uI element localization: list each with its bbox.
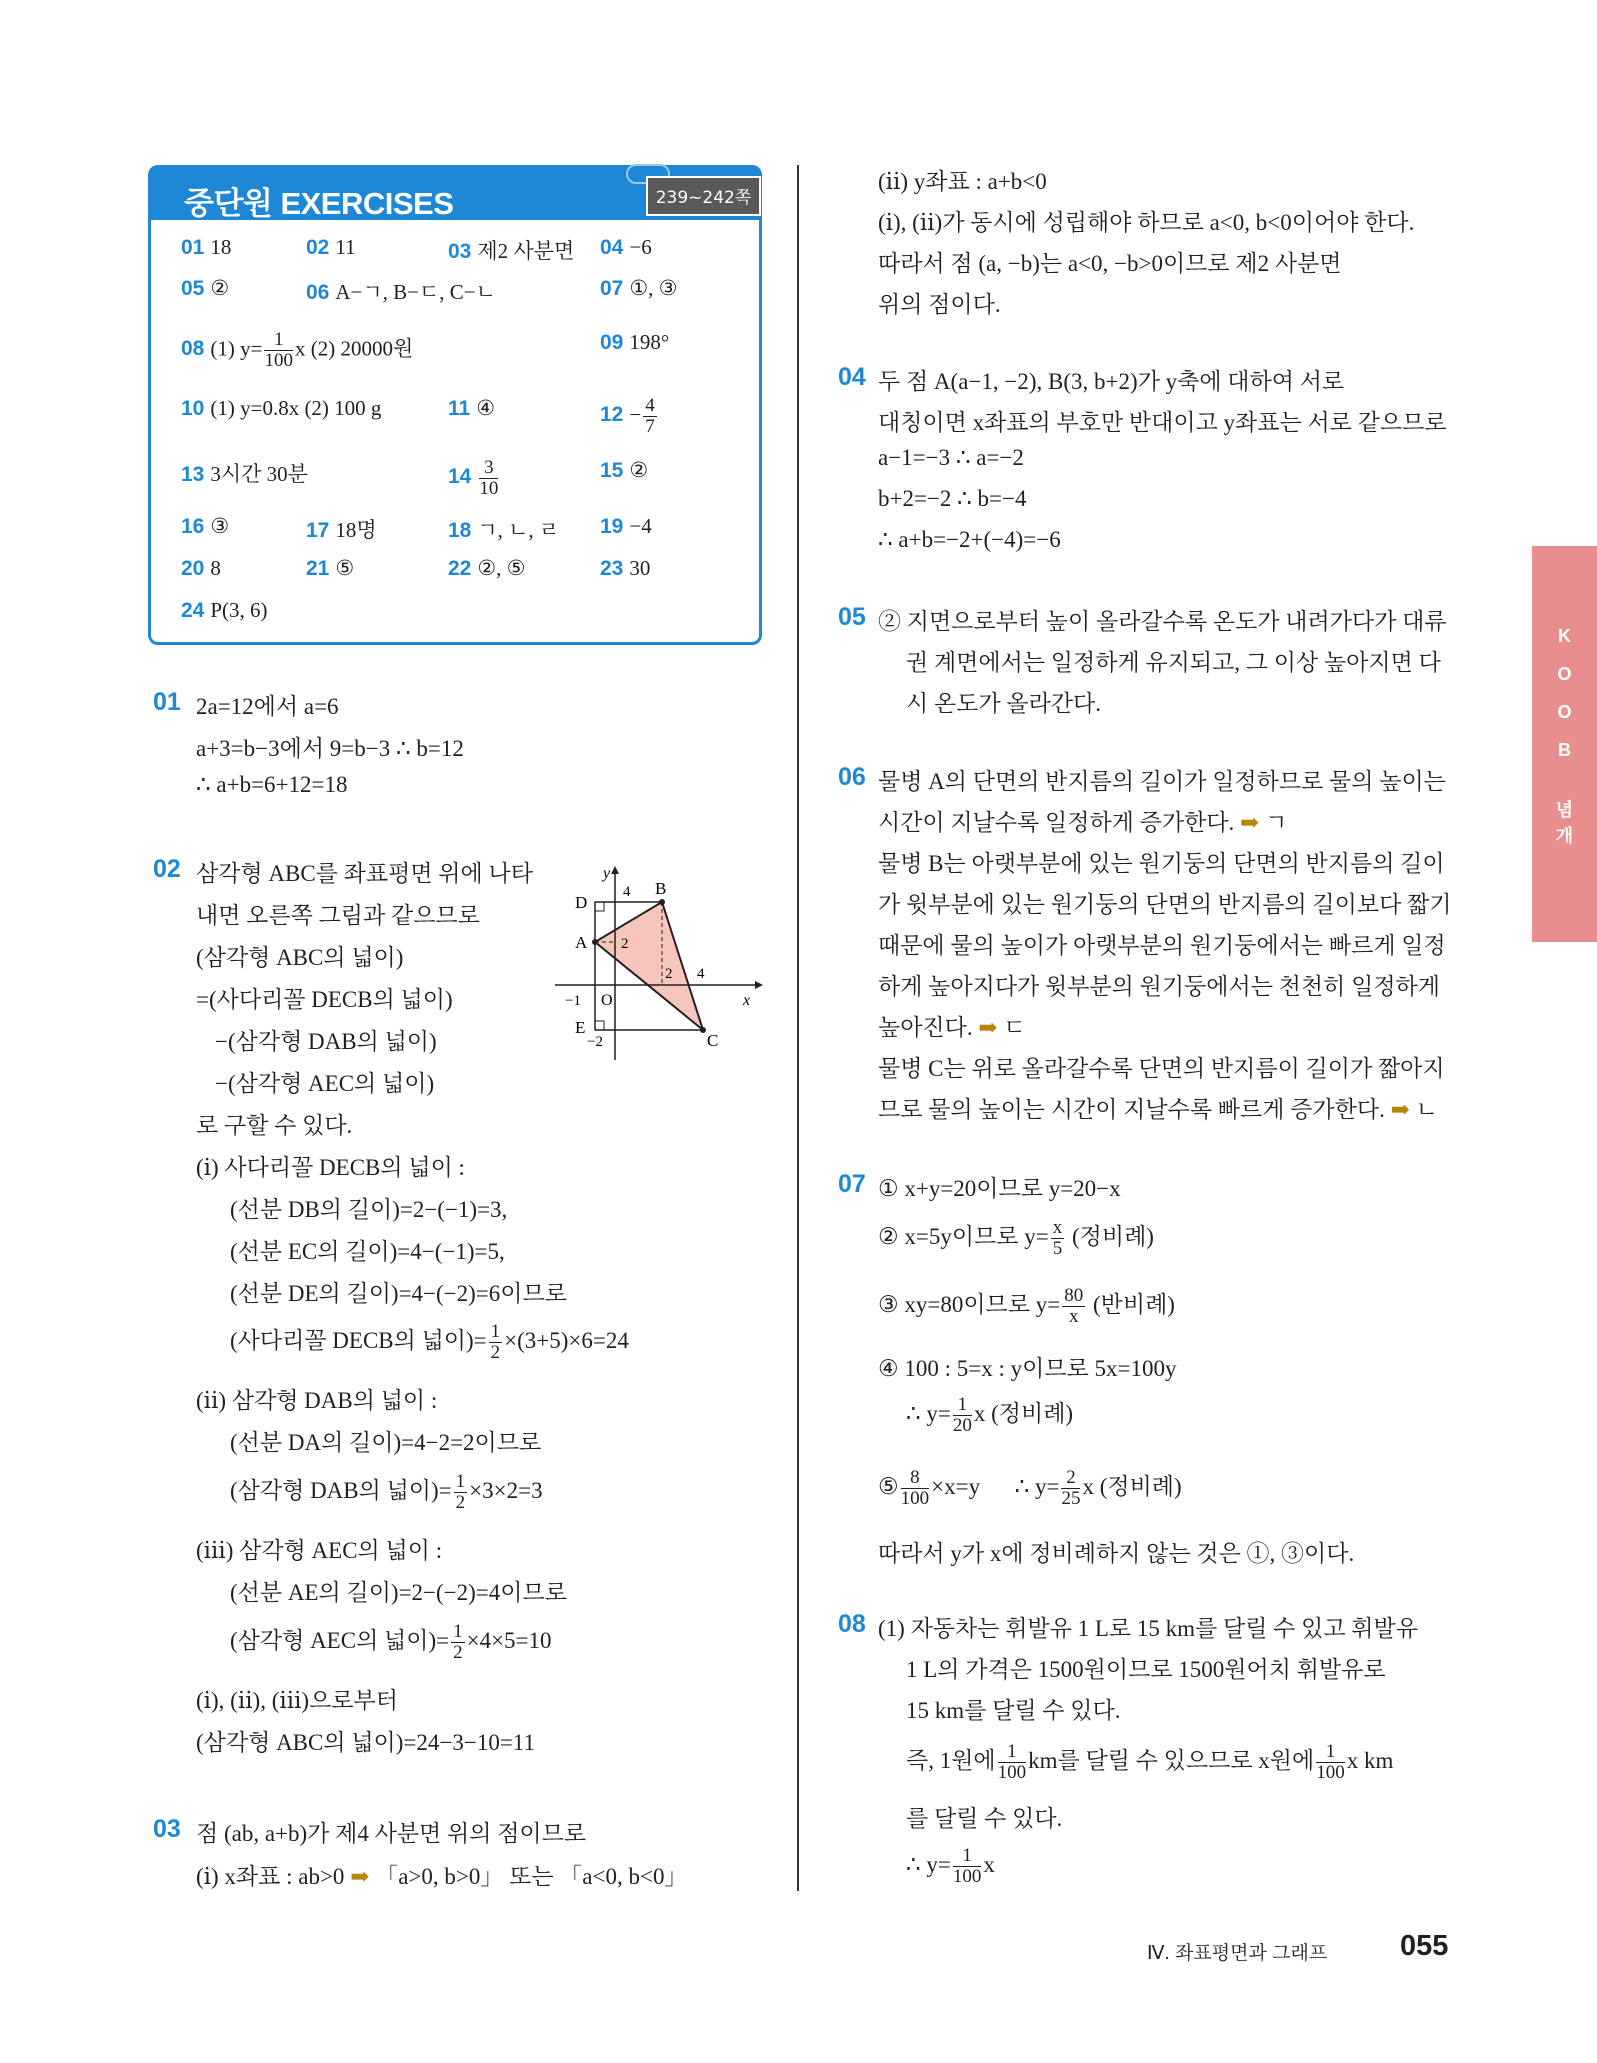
fig-label: D — [575, 893, 588, 912]
q04-number: 04 — [838, 363, 866, 391]
q04-line: 두 점 A(a−1, −2), B(3, b+2)가 y축에 대하여 서로 — [878, 369, 1345, 394]
q01-line: 2a=12에서 a=6 — [196, 694, 339, 719]
q06-line: 물병 C는 위로 올라갈수록 단면의 반지름이 길이가 짧아지 — [878, 1056, 1445, 1081]
q01-number: 01 — [153, 688, 181, 716]
answer-item: 22 ②, ⑤ — [448, 556, 526, 580]
q06-line: 가 윗부분에 있는 원기둥의 단면의 반지름의 길이보다 짧기 — [878, 892, 1452, 917]
q06-line: 때문에 물의 높이가 아랫부분의 원기둥에서는 빠르게 일정 — [878, 933, 1446, 958]
side-tab-letter: K — [1558, 626, 1571, 646]
q04-line: ∴ a+b=−2+(−4)=−6 — [878, 527, 1061, 552]
q06-number: 06 — [838, 763, 866, 791]
q07-line: ④ 100 : 5=x : y이므로 5x=100y — [878, 1356, 1177, 1381]
q03-line: (ⅰ) x좌표 : ab>0 ➡ 「a>0, b>0」 또는 「a<0, b<0」 — [196, 1864, 688, 1889]
q03b-line: (ⅰ), (ⅱ)가 동시에 성립해야 하므로 a<0, b<0이어야 한다. — [878, 210, 1415, 235]
q02-line: 삼각형 ABC를 좌표평면 위에 나타 — [196, 861, 533, 886]
q02-line: (ⅰ), (ⅱ), (ⅲ)으로부터 — [196, 1688, 398, 1713]
answer-item: 16 ③ — [181, 514, 230, 538]
fig-label: −1 — [565, 993, 581, 1009]
fig-label: 4 — [697, 966, 705, 982]
answer-item: 24 P(3, 6) — [181, 598, 268, 622]
answer-item: 20 8 — [181, 556, 221, 580]
q07-line: ∴ y= $\frac{1}{20}$ x (정비례) — [906, 1394, 1074, 1437]
answer-item: 10 (1) y=0.8x (2) 100 g — [181, 396, 382, 420]
q07-line: 따라서 y가 x에 정비례하지 않는 것은 ①, ③이다. — [878, 1541, 1355, 1566]
fig-label: E — [575, 1018, 586, 1037]
q02-line: (선분 DB의 길이)=2−(−1)=3, — [230, 1197, 508, 1222]
q05-line: 권 계면에서는 일정하게 유지되고, 그 이상 높아지면 다 — [906, 650, 1441, 675]
column-divider — [797, 165, 799, 1891]
q03-line: 점 (ab, a+b)가 제4 사분면 위의 점이므로 — [196, 1821, 587, 1846]
q02-line: (ⅲ) 삼각형 AEC의 넓이 : — [196, 1538, 443, 1563]
side-tab-letter: B — [1558, 740, 1571, 760]
q07-line: ③ xy=80이므로 y= $\frac{80}{x}$ (반비례) — [878, 1285, 1175, 1328]
q03b-line: (ⅱ) y좌표 : a+b<0 — [878, 169, 1047, 194]
answer-item: 02 11 — [306, 235, 356, 259]
side-tab — [1532, 546, 1597, 942]
answer-item: 06 A−ㄱ, B−ㄷ, C−ㄴ — [306, 280, 496, 304]
q02-line: (삼각형 AEC의 넓이)= $\frac{1}{2}$ ×4×5=10 — [230, 1621, 552, 1664]
q02-line: (사다리꼴 DECB의 넓이)= $\frac{1}{2}$ ×(3+5)×6=24 — [230, 1321, 629, 1364]
q06-line: 므로 물의 높이는 시간이 지날수록 빠르게 증가한다. ➡ ㄴ — [878, 1097, 1438, 1122]
triangle-abc — [595, 902, 703, 1030]
q08-line: 1 L의 가격은 1500원이므로 1500원어치 휘발유로 — [906, 1657, 1386, 1682]
page-number: 055 — [1400, 1930, 1449, 1962]
exercises-header — [151, 168, 759, 220]
side-tab-letter: O — [1557, 664, 1572, 684]
side-tab-letter: 개 — [1555, 826, 1574, 846]
exercises-title: 중단원 EXERCISES — [184, 186, 454, 221]
q02-line: (선분 DE의 길이)=4−(−2)=6이므로 — [230, 1281, 567, 1306]
answer-item: 11 ④ — [448, 396, 496, 420]
answer-item: 21 ⑤ — [306, 556, 355, 580]
q02-line: −(삼각형 DAB의 넓이) — [215, 1029, 437, 1054]
fig-label: −2 — [587, 1034, 603, 1050]
answer-item: 04 −6 — [600, 235, 652, 259]
fig-label: x — [743, 992, 751, 1009]
q06-line: 시간이 지날수록 일정하게 증가한다. ➡ ㄱ — [878, 810, 1288, 835]
q02-line: (삼각형 ABC의 넓이)=24−3−10=11 — [196, 1730, 535, 1755]
q08-line: 즉, 1원에 $\frac{1}{100}$ km를 달릴 수 있으므로 x원에 $\frac{1}{100}$ x km — [906, 1741, 1394, 1784]
answer-item: 18 ㄱ, ㄴ, ㄹ — [448, 518, 560, 542]
q04-line: b+2=−2 ∴ b=−4 — [878, 486, 1027, 511]
fig-label: 2 — [621, 936, 629, 952]
answer-item: 12 − $\frac{4}{7}$ — [600, 395, 655, 437]
q01-line: ∴ a+b=6+12=18 — [196, 772, 348, 797]
q05-line: ② 지면으로부터 높이 올라갈수록 온도가 내려가다가 대류 — [878, 609, 1447, 634]
answer-item: 08 (1) y= $\frac{1}{100}$ x (2) 20000원 — [181, 329, 414, 371]
q07-line: ② x=5y이므로 y= $\frac{x}{5}$ (정비례) — [878, 1217, 1154, 1260]
answer-item: 01 18 — [181, 235, 232, 259]
answer-item: 13 3시간 30분 — [181, 462, 308, 486]
q02-line: 로 구할 수 있다. — [196, 1113, 353, 1138]
q02-line: (ⅱ) 삼각형 DAB의 넓이 : — [196, 1388, 438, 1413]
page-range-badge: 239~242쪽 — [646, 176, 761, 216]
y-arrow-icon — [611, 866, 619, 874]
q08-line: (1) 자동차는 휘발유 1 L로 15 km를 달릴 수 있고 휘발유 — [878, 1616, 1418, 1641]
q05-number: 05 — [838, 603, 866, 631]
footer-section: Ⅳ. 좌표평면과 그래프 — [1147, 1943, 1328, 1964]
q02-line: (선분 AE의 길이)=2−(−2)=4이므로 — [230, 1580, 567, 1605]
q02-line: (ⅰ) 사다리꼴 DECB의 넓이 : — [196, 1155, 465, 1180]
q08-line: ∴ y= $\frac{1}{100}$ x — [906, 1845, 995, 1887]
q08-line: 15 km를 달릴 수 있다. — [906, 1698, 1121, 1723]
q01-line: a+3=b−3에서 9=b−3 ∴ b=12 — [196, 736, 464, 761]
q05-line: 시 온도가 올라간다. — [906, 691, 1101, 716]
q07-line: ① x+y=20이므로 y=20−x — [878, 1176, 1121, 1201]
q03b-line: 따라서 점 (a, −b)는 a<0, −b>0이므로 제2 사분면 — [878, 251, 1342, 276]
fig-label: 4 — [623, 884, 631, 900]
q06-line: 높아진다. ➡ ㄷ — [878, 1015, 1026, 1040]
coordinate-figure — [545, 860, 765, 1060]
answer-item: 03 제2 사분면 — [448, 239, 575, 263]
q07-number: 07 — [838, 1170, 866, 1198]
fig-label: A — [575, 933, 588, 952]
fig-label: C — [707, 1031, 719, 1050]
q03-number: 03 — [153, 1815, 181, 1843]
q04-line: a−1=−3 ∴ a=−2 — [878, 445, 1024, 470]
answer-item: 15 ② — [600, 458, 649, 482]
fig-label: 2 — [665, 966, 673, 982]
q07-line: ⑤ $\frac{8}{100}$ ×x=y ∴ y= $\frac{2}{25}$ x (정비례) — [878, 1467, 1182, 1510]
q08-number: 08 — [838, 1610, 866, 1638]
q02-line: (선분 EC의 길이)=4−(−1)=5, — [230, 1239, 505, 1264]
answer-item: 23 30 — [600, 556, 651, 580]
q02-line: (삼각형 ABC의 넓이) — [196, 945, 404, 970]
q03b-line: 위의 점이다. — [878, 292, 1001, 317]
fig-label: B — [655, 879, 667, 898]
fig-label: y — [603, 865, 611, 882]
answer-item: 17 18명 — [306, 518, 377, 542]
answer-item: 19 −4 — [600, 514, 652, 538]
fig-label: O — [601, 992, 613, 1009]
q02-line: 내면 오른쪽 그림과 같으므로 — [196, 903, 480, 928]
side-tab-letter: O — [1557, 702, 1572, 722]
answer-item: 09 198° — [600, 330, 670, 354]
answer-item: 07 ①, ③ — [600, 276, 678, 300]
q02-line: −(삼각형 AEC의 넓이) — [215, 1071, 435, 1096]
side-tab-letter: 념 — [1555, 800, 1574, 820]
q04-line: 대칭이면 x좌표의 부호만 반대이고 y좌표는 서로 같으므로 — [878, 410, 1447, 435]
answer-item: 14 $\frac{3}{10}$ — [448, 457, 499, 499]
q06-line: 물병 B는 아랫부분에 있는 원기둥의 단면의 반지름의 길이 — [878, 851, 1445, 876]
q02-line: =(사다리꼴 DECB의 넓이) — [196, 987, 453, 1012]
x-arrow-icon — [755, 981, 763, 989]
q06-line: 물병 A의 단면의 반지름의 길이가 일정하므로 물의 높이는 — [878, 769, 1446, 794]
q02-line: (삼각형 DAB의 넓이)= $\frac{1}{2}$ ×3×2=3 — [230, 1471, 543, 1514]
q02-number: 02 — [153, 855, 181, 883]
q06-line: 하게 높아지다가 윗부분의 원기둥에서는 천천히 일정하게 — [878, 974, 1440, 999]
q08-line: 를 달릴 수 있다. — [906, 1806, 1063, 1831]
q02-line: (선분 DA의 길이)=4−2=2이므로 — [230, 1430, 542, 1455]
answer-item: 05 ② — [181, 276, 230, 300]
